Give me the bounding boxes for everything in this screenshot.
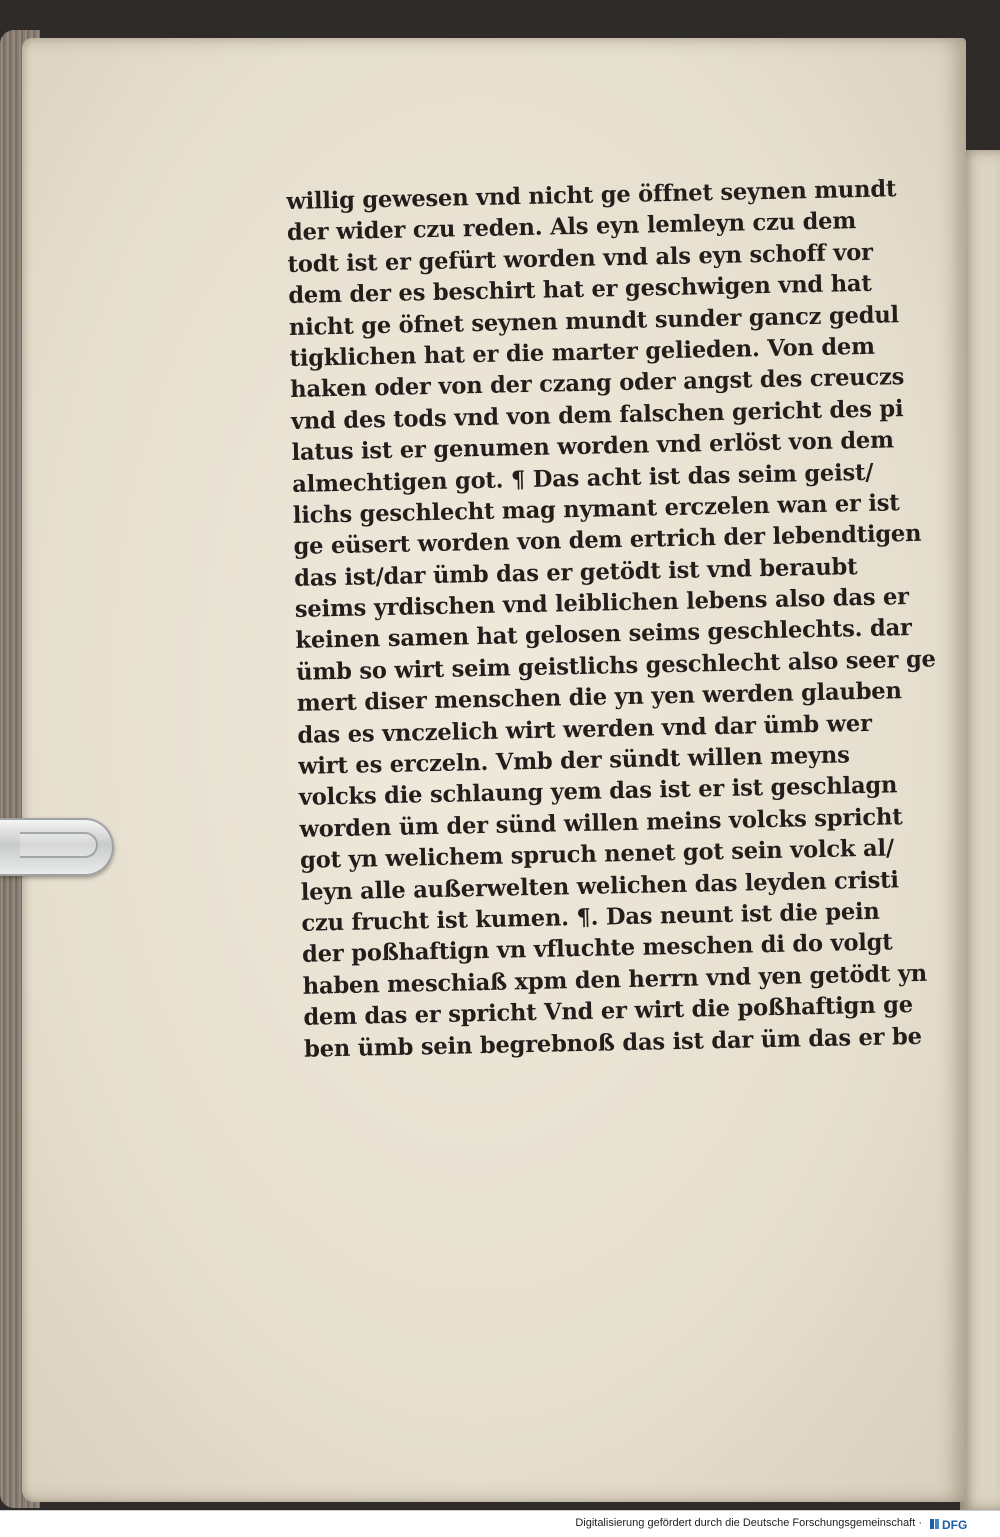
dfg-logo <box>930 1516 988 1532</box>
text-line: haken oder von der czang oder angst des creuczs <box>289 363 905 404</box>
dfg-logo-text: DFG <box>942 1518 968 1532</box>
text-line: got yn welichem spruch nenet got sein volck al/ <box>299 834 895 875</box>
text-line: lichs geschlecht mag nymant erczelen wan er ist <box>292 489 900 529</box>
text-line: ge eüsert worden von dem ertrich der lebendtigen <box>293 520 922 561</box>
text-line: willig gewesen vnd nicht ge öffnet seynen mundt <box>286 175 897 215</box>
text-line: ümb so wirt seim geistlichs geschlecht also seer ge <box>295 645 936 686</box>
text-line: latus ist er genumen worden vnd erlöst von dem <box>291 426 895 467</box>
text-line: volcks die schlaung yem das ist er ist geschlagn <box>298 771 898 812</box>
text-line: dem der es beschirt hat er geschwigen vnd hat <box>288 269 872 310</box>
text-line: almechtigen got. ¶ Das acht ist das seim geist/ <box>291 458 874 498</box>
text-line: tigklichen hat er die marter gelieden. Von dem <box>289 332 876 372</box>
text-line: das es vnczelich wirt werden vnd dar ümb wer <box>297 709 873 749</box>
text-line: todt ist er gefürt worden vnd als eyn schoff vor <box>287 238 874 278</box>
text-line: czu frucht ist kumen. ¶. Das neunt ist die pein <box>301 897 880 937</box>
facing-page-edge <box>960 150 1000 1510</box>
text-line: mert diser menschen die yn yen werden glauben <box>296 677 902 718</box>
text-line: der poßhaftign vn vfluchte meschen di do volgt <box>301 928 893 969</box>
digitization-footer <box>0 1510 1000 1537</box>
text-line: worden üm der sünd willen meins volcks spricht <box>299 803 903 843</box>
plastic-page-clip <box>0 818 114 876</box>
text-line: dem das er spricht Vnd er wirt die poßhaftign ge <box>303 991 914 1031</box>
text-line: keinen samen hat gelosen seims geschlechts. dar <box>295 614 912 655</box>
text-line: haben meschiaß xpm den herrn vnd yen getödt yn <box>302 959 928 1000</box>
text-line: wirt es erczeln. Vmb der sündt willen meyns <box>297 741 850 780</box>
text-line: leyn alle außerwelten welichen das leyden cristi <box>300 865 900 906</box>
text-line: das ist/dar ümb das er getödt ist vnd beraubt <box>293 552 858 592</box>
text-line: der wider czu reden. Als eyn lemleyn czu dem <box>286 207 857 247</box>
text-line: vnd des tods vnd von dem falschen gericht des pi <box>290 394 904 435</box>
page-text-block <box>286 172 964 1065</box>
text-line: ben ümb sein begrebnoß das ist dar üm das er be <box>303 1022 923 1063</box>
text-line: nicht ge öfnet seynen mundt sunder gancz gedul <box>288 300 900 341</box>
funding-credit: Digitalisierung gefördert durch die Deutsche Forschungsgemeinschaft · <box>575 1517 922 1529</box>
clip-loop <box>20 832 98 858</box>
text-line: seims yrdischen vnd leiblichen lebens also das er <box>294 583 910 623</box>
